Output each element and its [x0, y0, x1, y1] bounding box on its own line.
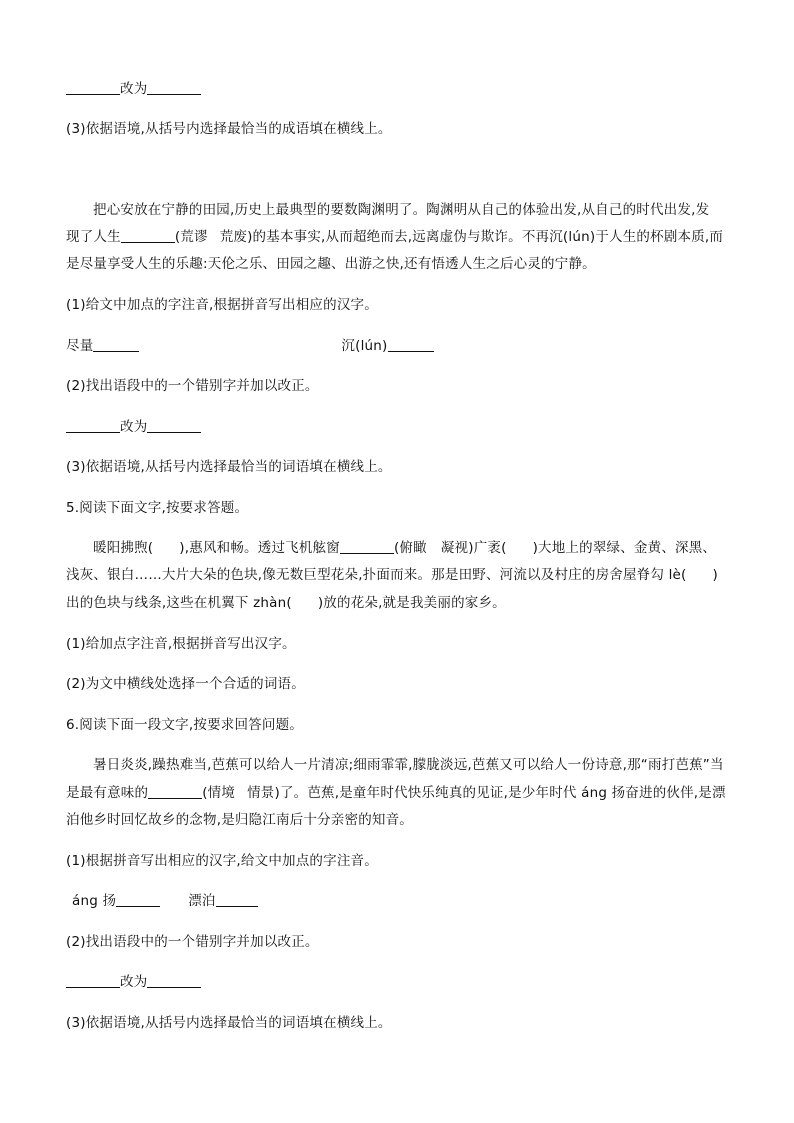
label-jinliang: 尽量 [66, 338, 94, 354]
question-6-2: (2)找出语段中的一个错别字并加以改正。 [66, 934, 319, 950]
text-span: (情境 [202, 785, 236, 801]
text-span: ),惠风和畅。透过飞机舷窗 [179, 540, 340, 556]
question-6-1: (1)根据拼音写出相应的汉字,给文中加点的字注音。 [66, 853, 378, 869]
answer-blank[interactable] [216, 893, 258, 907]
gai-wei-label: 改为 [120, 81, 148, 97]
answer-blank[interactable] [388, 338, 434, 352]
gai-wei-label: 改为 [120, 419, 148, 435]
label-chen-lun: 沉(lún) [341, 338, 388, 354]
question-3-prior: (3)依据语境,从括号内选择最恰当的成语填在横线上。 [66, 121, 392, 137]
label-piao-bo: 漂泊 [188, 893, 216, 909]
text-span: 出的色块与线条,这些在机翼下 zhàn( [66, 595, 292, 611]
passage-6-line-1: 暑日炎炎,躁热难当,芭蕉可以给人一片清凉;细雨霏霏,朦胧淡远,芭蕉又可以给人一份诗意,那“雨打芭蕉”当 [93, 757, 724, 773]
question-4-2: (2)找出语段中的一个错别字并加以改正。 [66, 378, 319, 394]
text-span: )大地上的翠绿、金黄、深黑、 [532, 540, 717, 556]
answer-blank[interactable] [66, 974, 120, 988]
text-span: 情景)了。芭蕉,是童年时代快乐纯真的见证,是少年时代 áng 扬奋进的伙伴,是漂 [247, 785, 726, 801]
text-span: 荒废)的基本事实,从而超绝而去,远离虚伪与欺诈。不再沉(lún)于人生的杯剧本质,而 [219, 229, 724, 245]
text-span: )放的花朵,就是我美丽的家乡。 [317, 595, 506, 611]
text-span: 暖阳拂煦( [93, 540, 154, 556]
answer-blank[interactable] [121, 229, 175, 243]
correction-row-4 [66, 419, 201, 436]
question-4-3: (3)依据语境,从括号内选择最恰当的词语填在横线上。 [66, 459, 392, 475]
answer-blank[interactable] [340, 540, 394, 554]
answer-row-6-1 [72, 893, 258, 910]
answer-blank[interactable] [147, 974, 201, 988]
passage-5-line-2 [66, 567, 718, 584]
passage-4-line-2 [66, 229, 723, 246]
text-span: (俯瞰 [393, 540, 427, 556]
answer-row-4-1 [66, 338, 434, 355]
text-span: ) [712, 567, 718, 583]
answer-blank[interactable] [147, 419, 201, 433]
question-5-2: (2)为文中横线处选择一个合适的词语。 [66, 676, 305, 692]
heading-6: 6.阅读下面一段文字,按要求回答问题。 [66, 717, 303, 733]
answer-blank[interactable] [66, 81, 120, 95]
question-4-1: (1)给文中加点的字注音,根据拼音写出相应的汉字。 [66, 297, 378, 313]
correction-row-6 [66, 974, 201, 991]
answer-blank[interactable] [93, 338, 139, 352]
passage-6-line-3: 泊他乡时回忆故乡的念物,是归隐江南后十分亲密的知音。 [66, 812, 413, 828]
question-5-1: (1)给加点字注音,根据拼音写出汉字。 [66, 636, 296, 652]
answer-blank[interactable] [116, 893, 160, 907]
text-span: (荒谬 [174, 229, 208, 245]
passage-5-line-1 [93, 540, 716, 557]
heading-5: 5.阅读下面文字,按要求答题。 [66, 500, 249, 516]
answer-blank[interactable] [147, 81, 201, 95]
gai-wei-label: 改为 [120, 974, 148, 990]
answer-blank[interactable] [148, 785, 202, 799]
passage-4-line-1: 把心安放在宁静的田园,历史上最典型的要数陶渊明了。陶渊明从自己的体验出发,从自己的时代出发,发 [93, 202, 710, 218]
text-span: 现了人生 [66, 229, 121, 245]
label-ang-yang: áng 扬 [72, 893, 117, 909]
passage-5-line-3 [66, 595, 506, 612]
text-span: 是最有意味的 [66, 785, 149, 801]
passage-6-line-2 [66, 785, 726, 802]
correction-row-1 [66, 81, 201, 98]
answer-blank[interactable] [66, 419, 120, 433]
passage-4-line-3: 是尽量享受人生的乐趣:天伦之乐、田园之趣、出游之快,还有悟透人生之后心灵的宁静。 [66, 256, 596, 272]
question-6-3: (3)依据语境,从括号内选择最恰当的词语填在横线上。 [66, 1015, 392, 1031]
text-span: 凝视)广袤( [440, 540, 507, 556]
text-span: 浅灰、银白……大片大朵的色块,像无数巨型花朵,扑面而来。那是田野、河流以及村庄的房舍屋脊勾 lè( [66, 567, 687, 583]
